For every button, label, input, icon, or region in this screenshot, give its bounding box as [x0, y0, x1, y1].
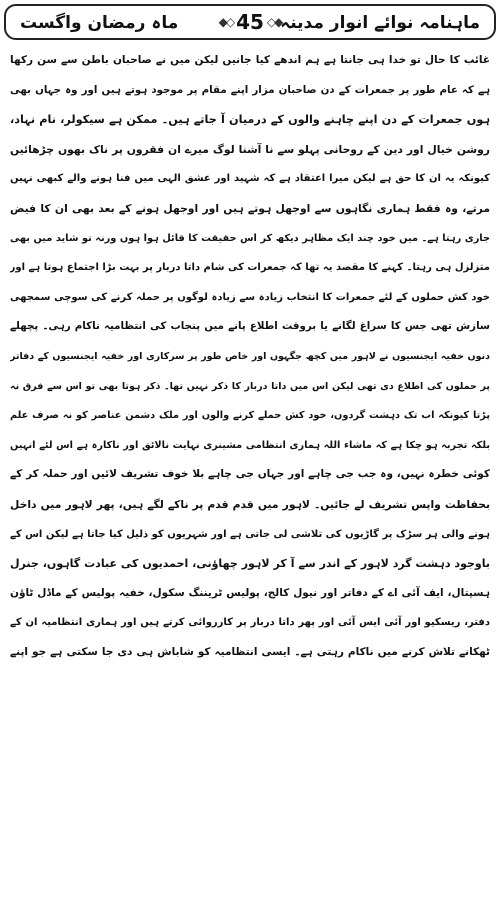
text-line: مرتے، وہ فقط ہماری نگاہوں سے اوجھل ہوتے ہیں اور اوجھل ہونے کے بعد بھی ان کا فیض: [10, 201, 490, 215]
magazine-title: ماہنامہ نوائے انوار مدینہ: [280, 12, 480, 33]
text-line: ہسپتال، ایف آئی اے کے دفاتر اور نیول کالج، پولیس ٹریننگ سکول، خفیہ پولیس کے ماڈل ٹاؤن: [10, 586, 490, 599]
ornament-left-icon: ◆◇: [218, 15, 234, 29]
text-line: پڑتا کیونکہ اب تک دہشت گردوں، خود کش حملے کرنے والوں اور ملک دشمن عناصر کو نہ صرف علم: [10, 410, 490, 422]
text-line: کوئی خطرہ نہیں، وہ جب جی چاہے اور جہاں جی چاہے بلا خوف تشریف لائیں اور حملہ کر کے: [10, 468, 490, 481]
text-line: پر حملوں کی اطلاع دی تھی لیکن اس میں داتا دربار کا ذکر نہیں تھا۔ ذکر ہوتا بھی تو اس سے فرق نہ: [10, 380, 490, 392]
text-line: متزلزل ہی رہتا۔ کہنے کا مقصد یہ تھا کہ جمعرات کی شام داتا دربار پر بہت بڑا اجتماع ہوتا ہے اور: [10, 262, 490, 274]
text-line: ہوں جمعرات کے دن اپنے چاہنے والوں کے درمیان آ جاتے ہیں۔ ممکن ہے سیکولر، نام نہاد،: [10, 113, 490, 127]
page-number: 45: [236, 10, 264, 34]
page-header: [4, 4, 496, 40]
text-line: جاری رہتا ہے۔ میں خود چند ایک مظاہر دیکھ کر اس حقیقت کا قائل ہوا ہوں ورنہ تو شاید میں بھی: [10, 232, 490, 244]
text-line: روشن خیال اور دین کے روحانی پہلو سے نا آشنا لوگ میرے ان فقروں پر ناک بھوں چڑھائیں: [10, 142, 490, 156]
text-line: کیونکہ یہ ان کا حق ہے لیکن میرا اعتقاد ہے کہ شہید اور عشق الہی میں فنا ہونے والے کبھی نہیں: [10, 173, 490, 185]
text-line: خود کش حملوں کے لئے جمعرات کا انتخاب زیادہ سے زیادہ لوگوں پر حملہ کرنے کی سوچی سمجھی: [10, 291, 490, 303]
text-line: غائب کا حال تو خدا ہی جانتا ہے ہم اندھے کیا جانیں لیکن میں نے صاحبان باطن سے سن رکھا: [10, 54, 490, 66]
text-line: دنوں خفیہ ایجنسیوں نے لاہور میں کچھ جگہوں اور خاص طور پر سرکاری اور خفیہ ایجنسیوں کے دفاتر: [10, 350, 490, 362]
month-title: ماہ رمضان واگست: [20, 12, 179, 33]
text-line: باوجود دہشت گرد لاہور کے اندر سے آ کر لاہور چھاؤنی، احمدیوں کی عبادت گاہوں، جنرل: [10, 557, 490, 571]
article-body: [4, 46, 496, 667]
ornament-right-icon: ◇◆: [266, 15, 282, 29]
text-line: بحفاظت واپس تشریف لے جائیں۔ لاہور میں قدم قدم پر ناکے لگے ہیں، پھر لاہور میں داخل: [10, 497, 490, 511]
text-line: سازش تھی جس کا سراغ لگانے یا بروقت اطلاع پانے میں پنجاب کی انتظامیہ ناکام رہی۔ پچھلے: [10, 320, 490, 333]
text-line: ہونے والی ہر سڑک پر گاڑیوں کی تلاشی لی جاتی ہے اور شہریوں کو ذلیل کیا جاتا ہے لیکن اس کے: [10, 528, 490, 540]
text-line: ہے کہ عام طور پر جمعرات کے دن صاحبان مزار اپنے مقام پر موجود ہوتے ہیں اور وہ جہاں بھی: [10, 83, 490, 96]
page-number-box: [219, 10, 282, 34]
text-line: دفتر، ریسکیو اور آئی ایس آئی اور پھر داتا دربار پر کارروائی کرتے ہیں اور ہماری انتظامیہ ان کے: [10, 617, 490, 629]
text-line: ٹھکانے تلاش کرنے میں ناکام رہتی ہے۔ ایسی انتظامیہ کو شاباش ہی دی جا سکتی ہے جو اپنے: [10, 645, 490, 658]
text-line: بلکہ تجربہ ہو چکا ہے کہ ماشاء اللہ ہماری انتظامی مشینری نہایت نالائق اور ناکارہ ہے اس لئے انہیں: [10, 439, 490, 451]
